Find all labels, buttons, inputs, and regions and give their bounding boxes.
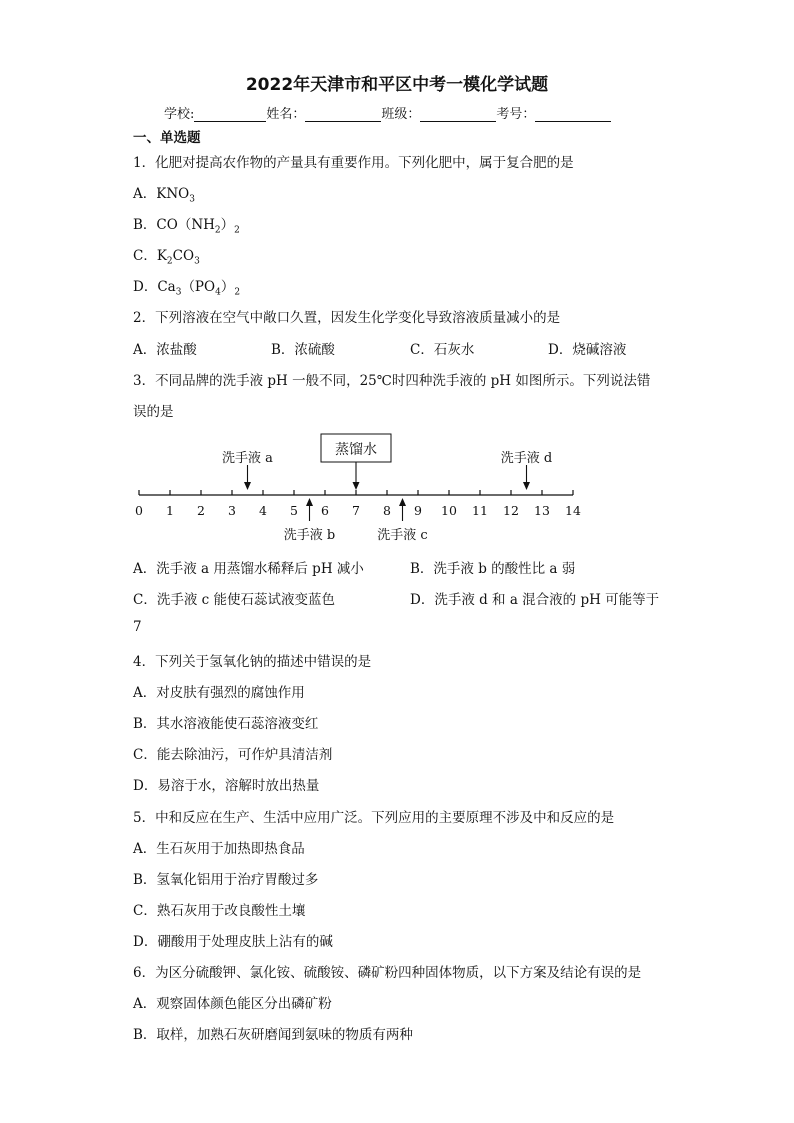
ph-tick-label: 7 bbox=[352, 503, 360, 518]
ph-marker-arrow bbox=[399, 498, 406, 506]
q1-option-b: B．$CO(NH_2)_2$ bbox=[133, 217, 240, 236]
ph-tick-label: 6 bbox=[321, 503, 329, 518]
q3-option-d: D．洗手液 d 和 a 混合液的 pH 可能等于 bbox=[410, 592, 660, 608]
q5-option-a: A．生石灰用于加热即热食品 bbox=[133, 841, 305, 857]
ph-tick-label: 5 bbox=[290, 503, 298, 518]
q3-stem-line1: 3．不同品牌的洗手液 pH 一般不同，25℃时四种洗手液的 pH 如图所示。下列说法错 bbox=[133, 373, 651, 389]
student-info-line bbox=[164, 103, 611, 122]
q3-option-a: A．洗手液 a 用蒸馏水稀释后 pH 减小 bbox=[133, 561, 364, 577]
ph-marker-label: 洗手液 d bbox=[500, 451, 553, 466]
q3-option-b: B．洗手液 b 的酸性比 a 弱 bbox=[410, 561, 576, 577]
q3-option-c: C．洗手液 c 能使石蕊试液变蓝色 bbox=[133, 592, 335, 608]
q4-option-a: A．对皮肤有强烈的腐蚀作用 bbox=[133, 685, 305, 701]
q6-option-b: B．取样，加熟石灰研磨闻到氨味的物质有两种 bbox=[133, 1027, 413, 1043]
school-blank[interactable] bbox=[194, 107, 266, 122]
ph-marker bbox=[222, 450, 273, 490]
q2-option-b: B．浓硫酸 bbox=[271, 342, 335, 358]
q5-option-b: B．氢氧化铝用于治疗胃酸过多 bbox=[133, 872, 319, 888]
q1-option-d: D．$Ca_3(PO_4)_2$ bbox=[133, 279, 241, 298]
q2-stem: 2．下列溶液在空气中敞口久置，因发生化学变化导致溶液质量减小的是 bbox=[133, 310, 561, 326]
q4-stem: 4．下列关于氢氧化钠的描述中错误的是 bbox=[133, 654, 372, 670]
ph-tick-label: 13 bbox=[534, 503, 550, 518]
ph-marker-arrow bbox=[353, 482, 360, 490]
q2-option-c: C．石灰水 bbox=[410, 342, 475, 358]
ph-marker-arrow bbox=[244, 482, 251, 490]
q1-option-a: A．$KNO_3$ bbox=[133, 186, 195, 205]
ph-tick-label: 0 bbox=[135, 503, 143, 518]
number-label: 考号： bbox=[496, 107, 536, 122]
ph-tick-label: 9 bbox=[414, 503, 422, 518]
ph-number-line-figure bbox=[120, 425, 600, 555]
name-blank[interactable] bbox=[305, 107, 381, 122]
q5-option-d: D．硼酸用于处理皮肤上沾有的碱 bbox=[133, 934, 333, 950]
ph-marker-arrow bbox=[523, 482, 530, 490]
q3-option-d-continued: 7 bbox=[133, 619, 142, 635]
ph-tick-label: 14 bbox=[565, 503, 581, 518]
q6-option-a: A．观察固体颜色能区分出磷矿粉 bbox=[133, 996, 332, 1012]
q5-stem: 5．中和反应在生产、生活中应用广泛。下列应用的主要原理不涉及中和反应的是 bbox=[133, 810, 615, 826]
ph-marker bbox=[321, 434, 391, 490]
ph-marker-label: 洗手液 c bbox=[377, 528, 428, 543]
q1-stem: 1．化肥对提高农作物的产量具有重要作用。下列化肥中，属于复合肥的是 bbox=[133, 155, 574, 171]
ph-tick-label: 4 bbox=[259, 503, 267, 518]
ph-marker bbox=[501, 450, 552, 490]
page-title: 2022年天津市和平区中考一模化学试题 bbox=[245, 75, 549, 95]
q2-option-a: A．浓盐酸 bbox=[133, 342, 197, 358]
q5-option-c: C．熟石灰用于改良酸性土壤 bbox=[133, 903, 306, 919]
ph-marker-label: 洗手液 a bbox=[222, 451, 273, 466]
name-label: 姓名： bbox=[266, 107, 306, 122]
ph-tick-label: 8 bbox=[383, 503, 391, 518]
q4-option-c: C．能去除油污，可作炉具清洁剂 bbox=[133, 747, 333, 763]
ph-tick-label: 10 bbox=[441, 503, 457, 518]
class-blank[interactable] bbox=[420, 107, 496, 122]
q3-stem-line2: 误的是 bbox=[133, 404, 174, 420]
q2-option-d: D．烧碱溶液 bbox=[548, 342, 627, 358]
ph-tick-label: 12 bbox=[503, 503, 519, 518]
ph-tick-label: 1 bbox=[166, 503, 174, 518]
q1-option-c: C．$K_2CO_3$ bbox=[133, 248, 200, 267]
school-label: 学校: bbox=[164, 107, 195, 122]
ph-tick-label: 11 bbox=[472, 503, 488, 518]
ph-tick-label: 2 bbox=[197, 503, 205, 518]
section-heading: 一、单选题 bbox=[133, 130, 201, 146]
q6-stem: 6．为区分硫酸钾、氯化铵、硫酸铵、磷矿粉四种固体物质，以下方案及结论有误的是 bbox=[133, 965, 642, 981]
ph-marker-label: 洗手液 b bbox=[283, 528, 336, 543]
ph-tick-label: 3 bbox=[228, 503, 236, 518]
number-blank[interactable] bbox=[535, 107, 611, 122]
q4-option-d: D．易溶于水，溶解时放出热量 bbox=[133, 778, 320, 794]
ph-marker-arrow bbox=[306, 498, 313, 506]
class-label: 班级： bbox=[381, 107, 421, 122]
ph-marker-label: 蒸馏水 bbox=[335, 442, 377, 458]
q4-option-b: B．其水溶液能使石蕊溶液变红 bbox=[133, 716, 319, 732]
